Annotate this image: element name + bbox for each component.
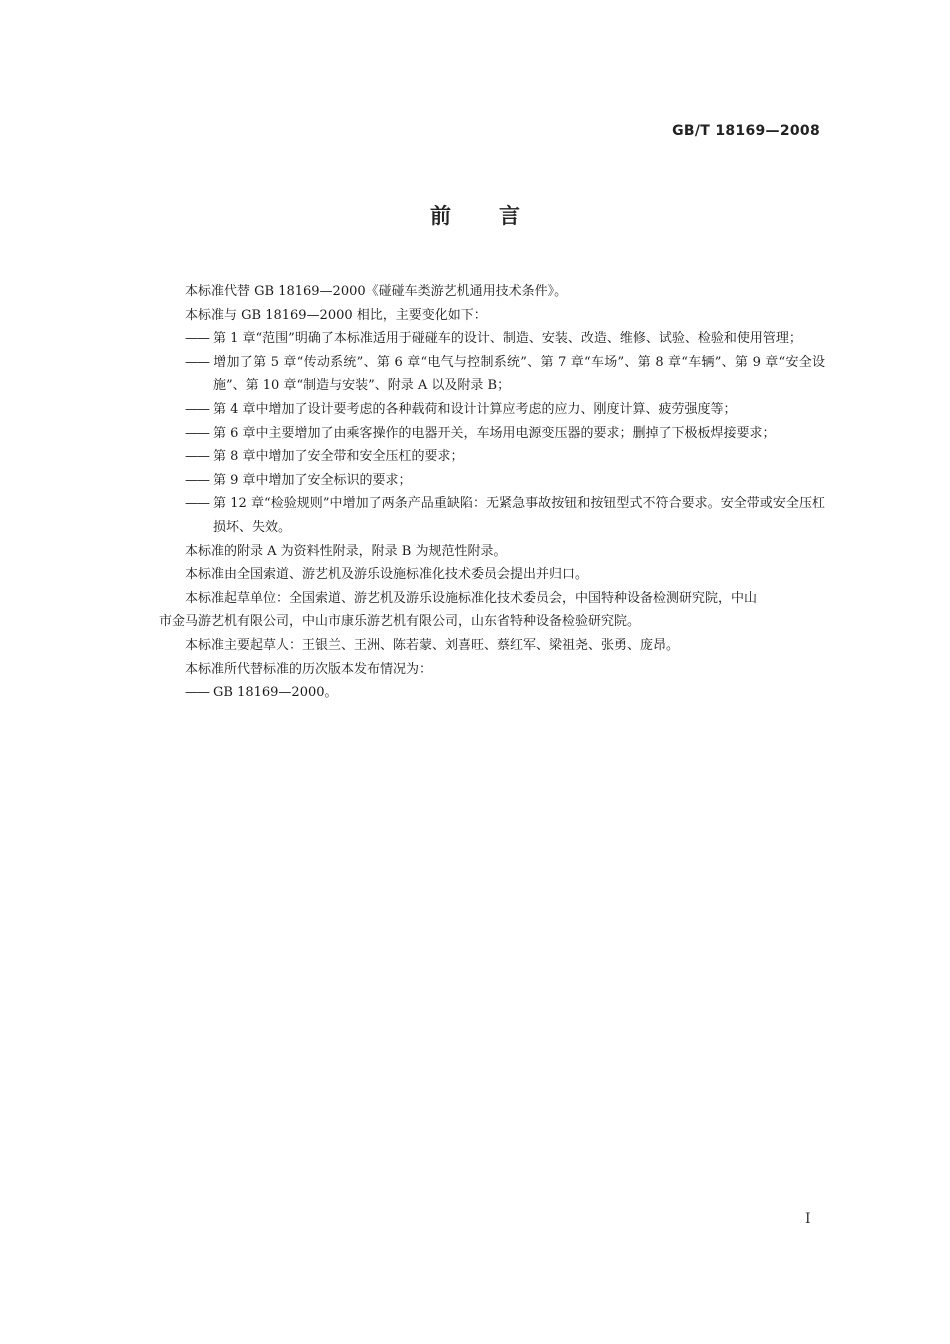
dash-marker: ——	[185, 496, 209, 512]
paragraph-replaces: 本标准代替 GB 18169—2000《碰碰车类游艺机通用技术条件》。	[185, 284, 568, 299]
list-item	[185, 422, 825, 446]
foreword-body	[159, 280, 825, 705]
dash-marker: ——	[185, 685, 209, 701]
list-item-text: 第 1 章“范围”明确了本标准适用于碰碰车的设计、制造、安装、改造、维修、试验、检验和使用管理；	[213, 331, 802, 347]
dash-marker: ——	[185, 472, 209, 488]
list-item-text: 第 12 章“检验规则”中增加了两条产品重缺陷：无紧急事故按钮和按钮型式不符合要求。安全带或安全压杠损坏、失效。	[213, 496, 825, 535]
list-item-text: 第 8 章中增加了安全带和安全压杠的要求；	[213, 449, 464, 465]
paragraph-drafting-units: 本标准起草单位：全国索道、游艺机及游乐设施标准化技术委员会，中国特种设备检测研究院，中山	[185, 590, 758, 606]
list-item	[185, 351, 825, 398]
paragraph-history-intro: 本标准所代替标准的历次版本发布情况为：	[185, 661, 433, 677]
paragraph-drafters: 本标准主要起草人：王银兰、王洲、陈若蒙、刘喜旺、蔡红军、梁祖尧、张勇、庞昂。	[185, 637, 680, 653]
dash-marker: ——	[185, 401, 209, 417]
dash-marker: ——	[185, 449, 209, 465]
list-item-text: 第 9 章中增加了安全标识的要求；	[213, 472, 412, 488]
paragraph-proposer: 本标准由全国索道、游艺机及游乐设施标准化技术委员会提出并归口。	[185, 567, 589, 583]
list-item-text: 增加了第 5 章“传动系统”、第 6 章“电气与控制系统”、第 7 章“车场”、第 8 章“车辆”、第 9 章“安全设施”、第 10 章“制造与安装”、附录 A 以及附录 B；	[213, 354, 825, 394]
page-title: 前言	[430, 204, 568, 228]
list-item	[185, 492, 825, 539]
dash-marker: ——	[185, 331, 209, 347]
history-item	[185, 681, 825, 705]
dash-marker: ——	[185, 425, 209, 441]
list-item-text: 第 4 章中增加了设计要考虑的各种载荷和设计计算应考虑的应力、刚度计算、疲劳强度等；	[213, 401, 737, 417]
paragraph-annexes: 本标准的附录 A 为资料性附录，附录 B 为规范性附录。	[185, 543, 507, 559]
paragraph-changes-intro: 本标准与 GB 18169—2000 相比，主要变化如下：	[185, 307, 487, 323]
dash-marker: ——	[185, 354, 209, 370]
list-item	[185, 327, 825, 351]
list-item	[185, 445, 825, 469]
paragraph-drafting-units-continued: 市金马游艺机有限公司，中山市康乐游艺机有限公司，山东省特种设备检验研究院。	[159, 614, 641, 630]
standard-code: GB/T 18169—2008	[672, 123, 820, 139]
list-item-text: 第 6 章中主要增加了由乘客操作的电器开关，车场用电源变压器的要求；删掉了下极板焊接要求；	[213, 425, 776, 441]
history-item-text: GB 18169—2000。	[213, 685, 338, 701]
list-item	[185, 469, 825, 493]
list-item	[185, 398, 825, 422]
page-number: I	[805, 1211, 811, 1227]
